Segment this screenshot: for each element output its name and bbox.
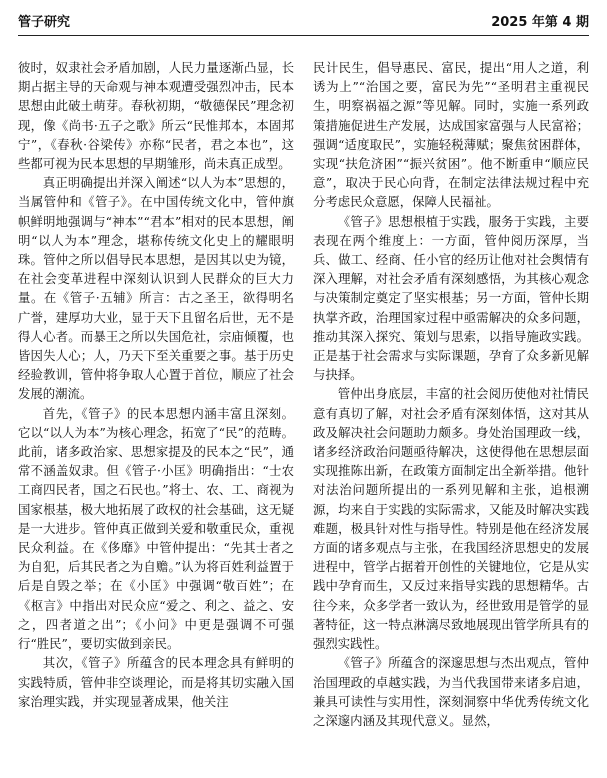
paragraph: 管仲出身底层，丰富的社会阅历使他对社情民意有真切了解，对社会矛盾有深刻体悟，这对其从政及解决社会问题助力颇多。身处治国理政一线，诸多经济政治问题亟待解决，这使得他在思想层面实现推陈出新，在政策方面制定出全新举措。他针对法治问题所提出的一系列见解和主张，追根溯源，均来自于实践的实际需求，又能及时解决实践难题，极具针对性与指导性。特别是他在经济发展方面的诸多观点与主张，在我国经济思想史的发展进程中，管学占据着开创性的关键地位，它是从实践中孕育而生，又反过来指导实践的思想精华。古往今来，众多学者一致认为，经世致用是管学的显著特征，这一特点淋漓尽致地展现出管学所具有的强烈实践性。 (313, 386, 589, 652)
right-column (313, 58, 589, 770)
left-column (18, 58, 294, 770)
running-header (18, 5, 589, 36)
paragraph: 首先，《管子》的民本思想内涵丰富且深刻。它以“以人为本”为核心理念，拓宽了“民”的范畴。此前，诸多政治家、思想家提及的民本之“民”，通常不涵盖奴隶。但《管子·小匡》明确指出：“士农工商四民者，国之石民也。”将士、农、工、商视为国家根基，极大地拓展了政权的社会基础，这无疑是一大进步。管仲真正做到关爱和敬重民众，重视民众利益。在《侈靡》中管仲提出：“先其士者之为自犯，后其民者之为自赡。”认为将百姓利益置于后是自毁之举；在《小匡》中强调“敬百姓”；在《枢言》中指出对民众应“爱之、利之、益之、安之，四者道之出”；《小问》中更是强调不可强行“胜民”，要切实做到亲民。 (18, 405, 294, 652)
journal-title: 管子研究 (18, 14, 71, 30)
paragraph: 《管子》所蕴含的深邃思想与杰出观点，管仲治国理政的卓越实践，为当代我国带来诸多启迪，兼具可读性与实用性，深刻洞察中华优秀传统文化之深邃内涵及其现代意义。显然， (313, 655, 589, 728)
issue-number: 2025 年第 4 期 (491, 14, 589, 30)
two-column-body (18, 58, 589, 770)
paragraph-continued: 彼时，奴隶社会矛盾加剧，人民力量逐渐凸显，长期占据主导的天命观与神本观遭受强烈冲击，民本思想由此破土萌芽。春秋初期，“敬德保民”理念初现，像《尚书·五子之歌》所云“民惟邦本，本固邦宁”，《春秋·谷梁传》亦称“民者，君之本也”，这些都可视为民本思想的早期雏形，尚未真正成型。 (18, 60, 294, 172)
paragraph: 真正明确提出并深入阐述“以人为本”思想的，当属管仲和《管子》。在中国传统文化中，管仲旗帜鲜明地强调与“神本”“君本”相对的民本思想，阐明“以人为本”理念，堪称传统文化史上的耀眼明珠。管仲之所以倡导民本思想，是因其以史为镜，在社会变革进程中深刻认识到人民群众的巨大力量。在《管子·五辅》所言：古之圣王，欲得明名广誉，建厚功大业，显于天下且留名后世，无不是得人心者。而暴王之所以失国危社，宗庙倾覆，也皆因失人心；人，乃天下至关重要之事。基于历史经验教训，管仲将争取人心置于首位，顺应了社会发展的潮流。 (18, 175, 294, 402)
paragraph-continued: 民计民生，倡导惠民、富民，提出“用人之道，利诱为上”“治国之要，富民为先”“圣明君主重视民生，明察祸福之源”等见解。同时，实施一系列政策措施促进生产发展，达成国家富强与人民富裕；强调“适度取民”，实施轻税薄赋；聚焦贫困群体，实现“扶危济困”“振兴贫困”。他不断重申“顺应民意”，取决于民心向背，在制定法律法规过程中充分考虑民众意愿，保障人民福祉。 (313, 60, 589, 210)
paragraph: 《管子》思想根植于实践，服务于实践，主要表现在两个维度上：一方面，管仲阅历深厚，当兵、做工、经商、任小官的经历让他对社会舆情有深入理解，对社会矛盾有深刻感悟，为其核心观念与决策制定奠定了坚实根基；另一方面，管仲长期执掌齐政，治理国家过程中亟需解决的众多问题，推动其深入探究、策划与思索，以指导施政实践。正是基于社会需求与实际课题，孕育了众多新见解与抉择。 (313, 213, 589, 383)
paragraph: 其次，《管子》所蕴含的民本理念具有鲜明的实践特质，管仲非空谈理论，而是将其切实融入国家治理实践，并实现显著成果，他关注 (18, 655, 294, 709)
